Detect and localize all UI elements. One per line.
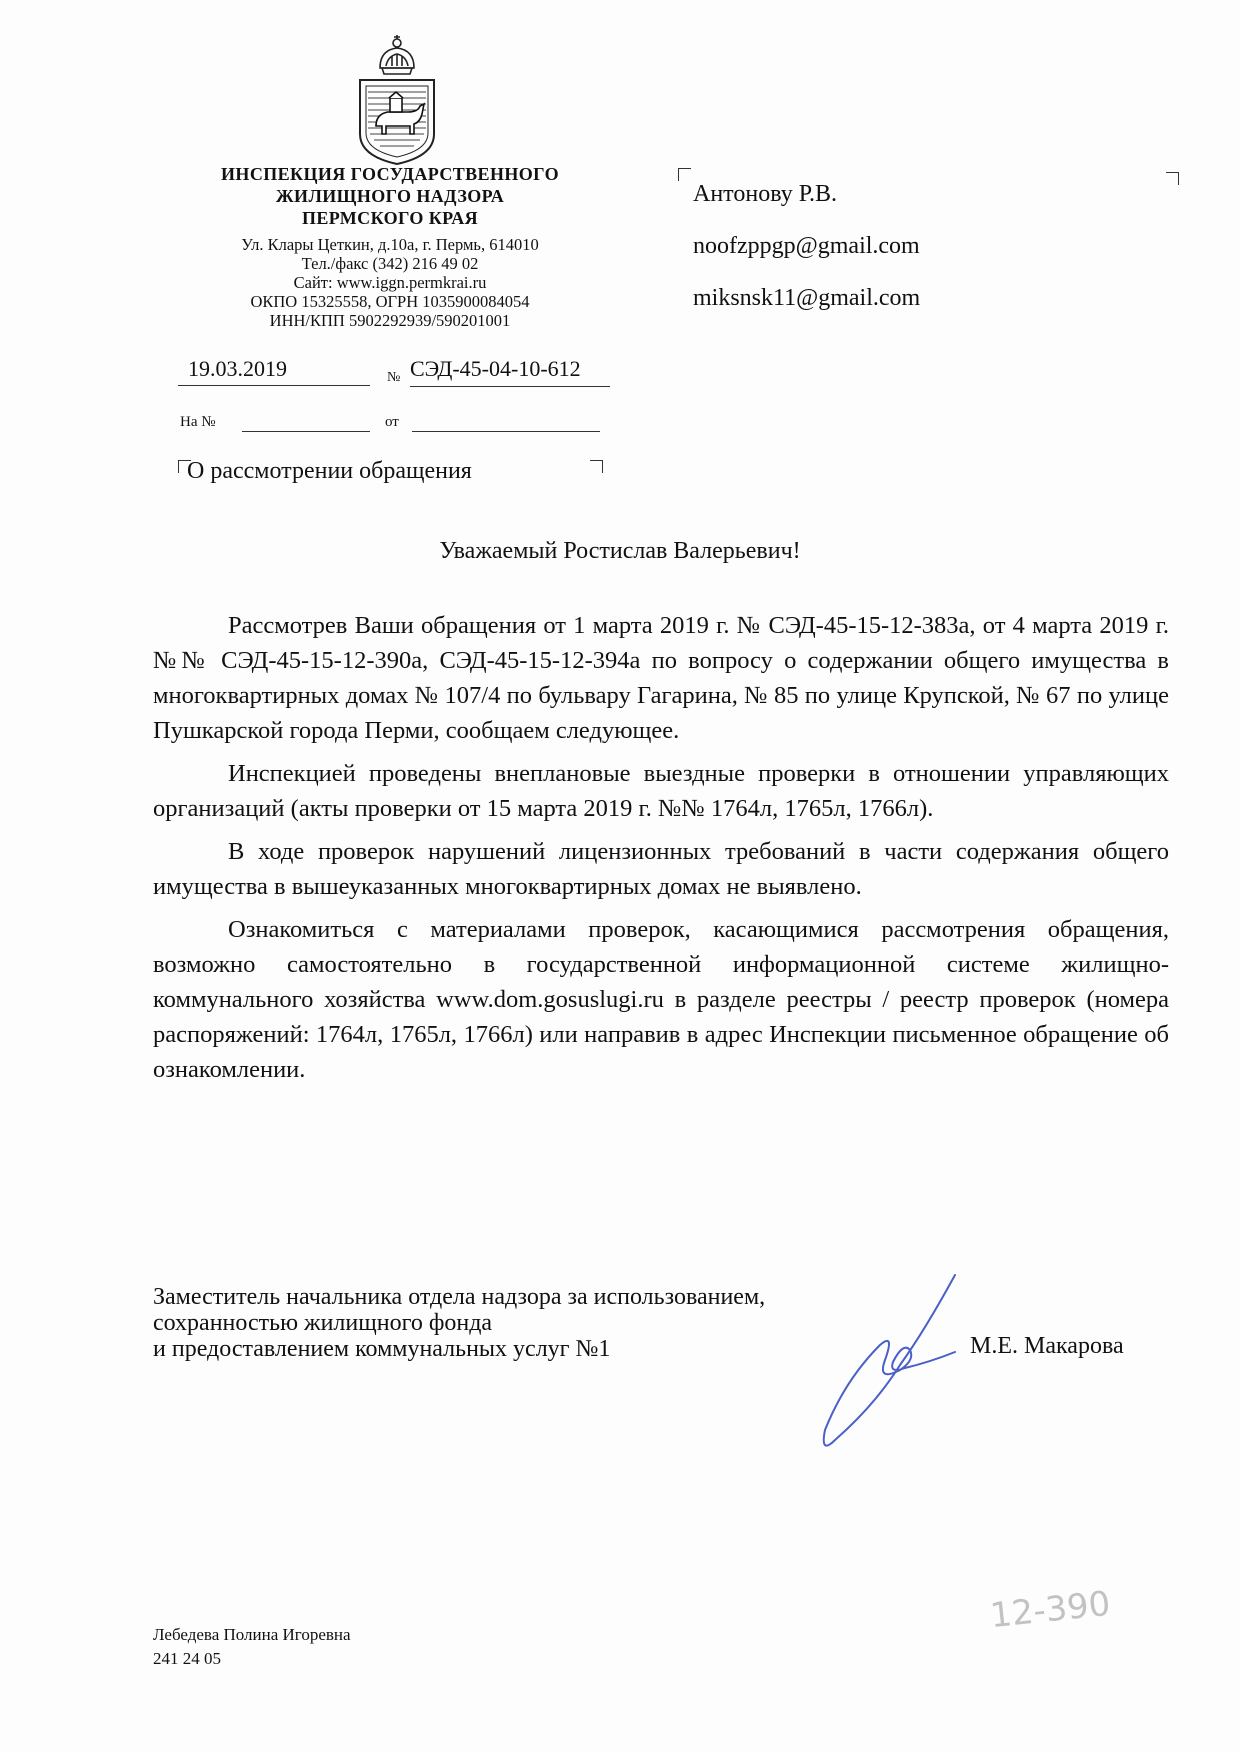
coat-of-arms-emblem — [352, 30, 442, 168]
org-okpo-ogrn: ОКПО 15325558, ОГРН 1035900084054 — [250, 292, 530, 311]
reply-to-date-label: от — [385, 414, 399, 430]
reply-to-number-label: На № — [180, 414, 216, 430]
signatory-position-line-3: и предоставлением коммунальных услуг №1 — [153, 1336, 611, 1362]
registration-number: СЭД-45-04-10-612 — [410, 356, 610, 387]
org-address: Ул. Клары Цеткин, д.10а, г. Пермь, 614010 — [241, 235, 539, 254]
body-paragraph-1: Рассмотрев Ваши обращения от 1 марта 2019 г. № СЭД-45-15-12-383а, от 4 марта 2019 г. №№ СЭД-45-15-12-390а, СЭД-45-15-12-394а по вопросу о содержании общего имущества в многоквартирных домах № 107/4 по бульвару Гагарина, № 85 по улице Крупской, № 67 по улице Пушкарской города Перми, сообщаем следующее. — [153, 612, 1169, 744]
reply-to-date-line — [412, 431, 600, 432]
recipient-email-2: miksnsk11@gmail.com — [693, 285, 921, 311]
org-inn-kpp: ИНН/КПП 5902292939/590201001 — [269, 311, 511, 330]
recipient-bracket-right — [1166, 172, 1179, 185]
body-paragraph-2: Инспекцией проведены внеплановые выездные проверки в отношении управляющих организаций (акты проверки от 15 марта 2019 г. №№ 1764л, 1765л, 1766л). — [153, 760, 1169, 822]
registration-number-label: № — [387, 370, 401, 385]
reply-to-number-line — [242, 431, 370, 432]
body-paragraph-4: Ознакомиться с материалами проверок, касающимися рассмотрения обращения, возможно самостоятельно в государственной информационной системе жилищно-коммунального хозяйства www.dom.gosuslugi.ru в разделе реестры / реестр проверок (номера распоряжений: 1764л, 1765л, 1766л) или направив в адрес Инспекции письменное обращение об ознакомлении. — [153, 916, 1169, 1083]
executor-name: Лебедева Полина Игоревна — [153, 1625, 351, 1644]
executor-info — [153, 1623, 351, 1671]
recipient-block — [693, 168, 920, 324]
executor-phone: 241 24 05 — [153, 1649, 221, 1668]
org-website: Сайт: www.iggn.permkrai.ru — [293, 273, 487, 292]
body-paragraph-3: В ходе проверок нарушений лицензионных требований в части содержания общего имущества в вышеуказанных многоквартирных домах не выявлено. — [153, 838, 1169, 900]
signatory-position — [153, 1284, 765, 1362]
organization-header — [170, 163, 610, 330]
salutation: Уважаемый Ростислав Валерьевич! — [439, 538, 801, 564]
recipient-name: Антонову Р.В. — [693, 181, 838, 207]
signatory-name: М.Е. Макарова — [970, 1333, 1124, 1359]
letter-subject: О рассмотрении обращения — [187, 458, 472, 484]
registration-date: 19.03.2019 — [178, 356, 370, 386]
handwritten-note: 12-390 — [988, 1583, 1113, 1637]
org-name-line-3: ПЕРМСКОГО КРАЯ — [301, 208, 479, 228]
subject-bracket-right — [590, 460, 603, 473]
recipient-email-1: noofzppgp@gmail.com — [693, 233, 920, 259]
org-phone: Тел./факс (342) 216 49 02 — [301, 254, 479, 273]
handwritten-signature — [805, 1270, 985, 1460]
recipient-bracket-left — [678, 168, 691, 181]
org-name-line-1: ИНСПЕКЦИЯ ГОСУДАРСТВЕННОГО — [221, 164, 559, 184]
letter-body — [153, 608, 1169, 1095]
signatory-position-line-2: сохранностью жилищного фонда — [153, 1310, 493, 1336]
signatory-position-line-1: Заместитель начальника отдела надзора за использованием, — [153, 1284, 766, 1310]
org-name-line-2: ЖИЛИЩНОГО НАДЗОРА — [275, 186, 505, 206]
